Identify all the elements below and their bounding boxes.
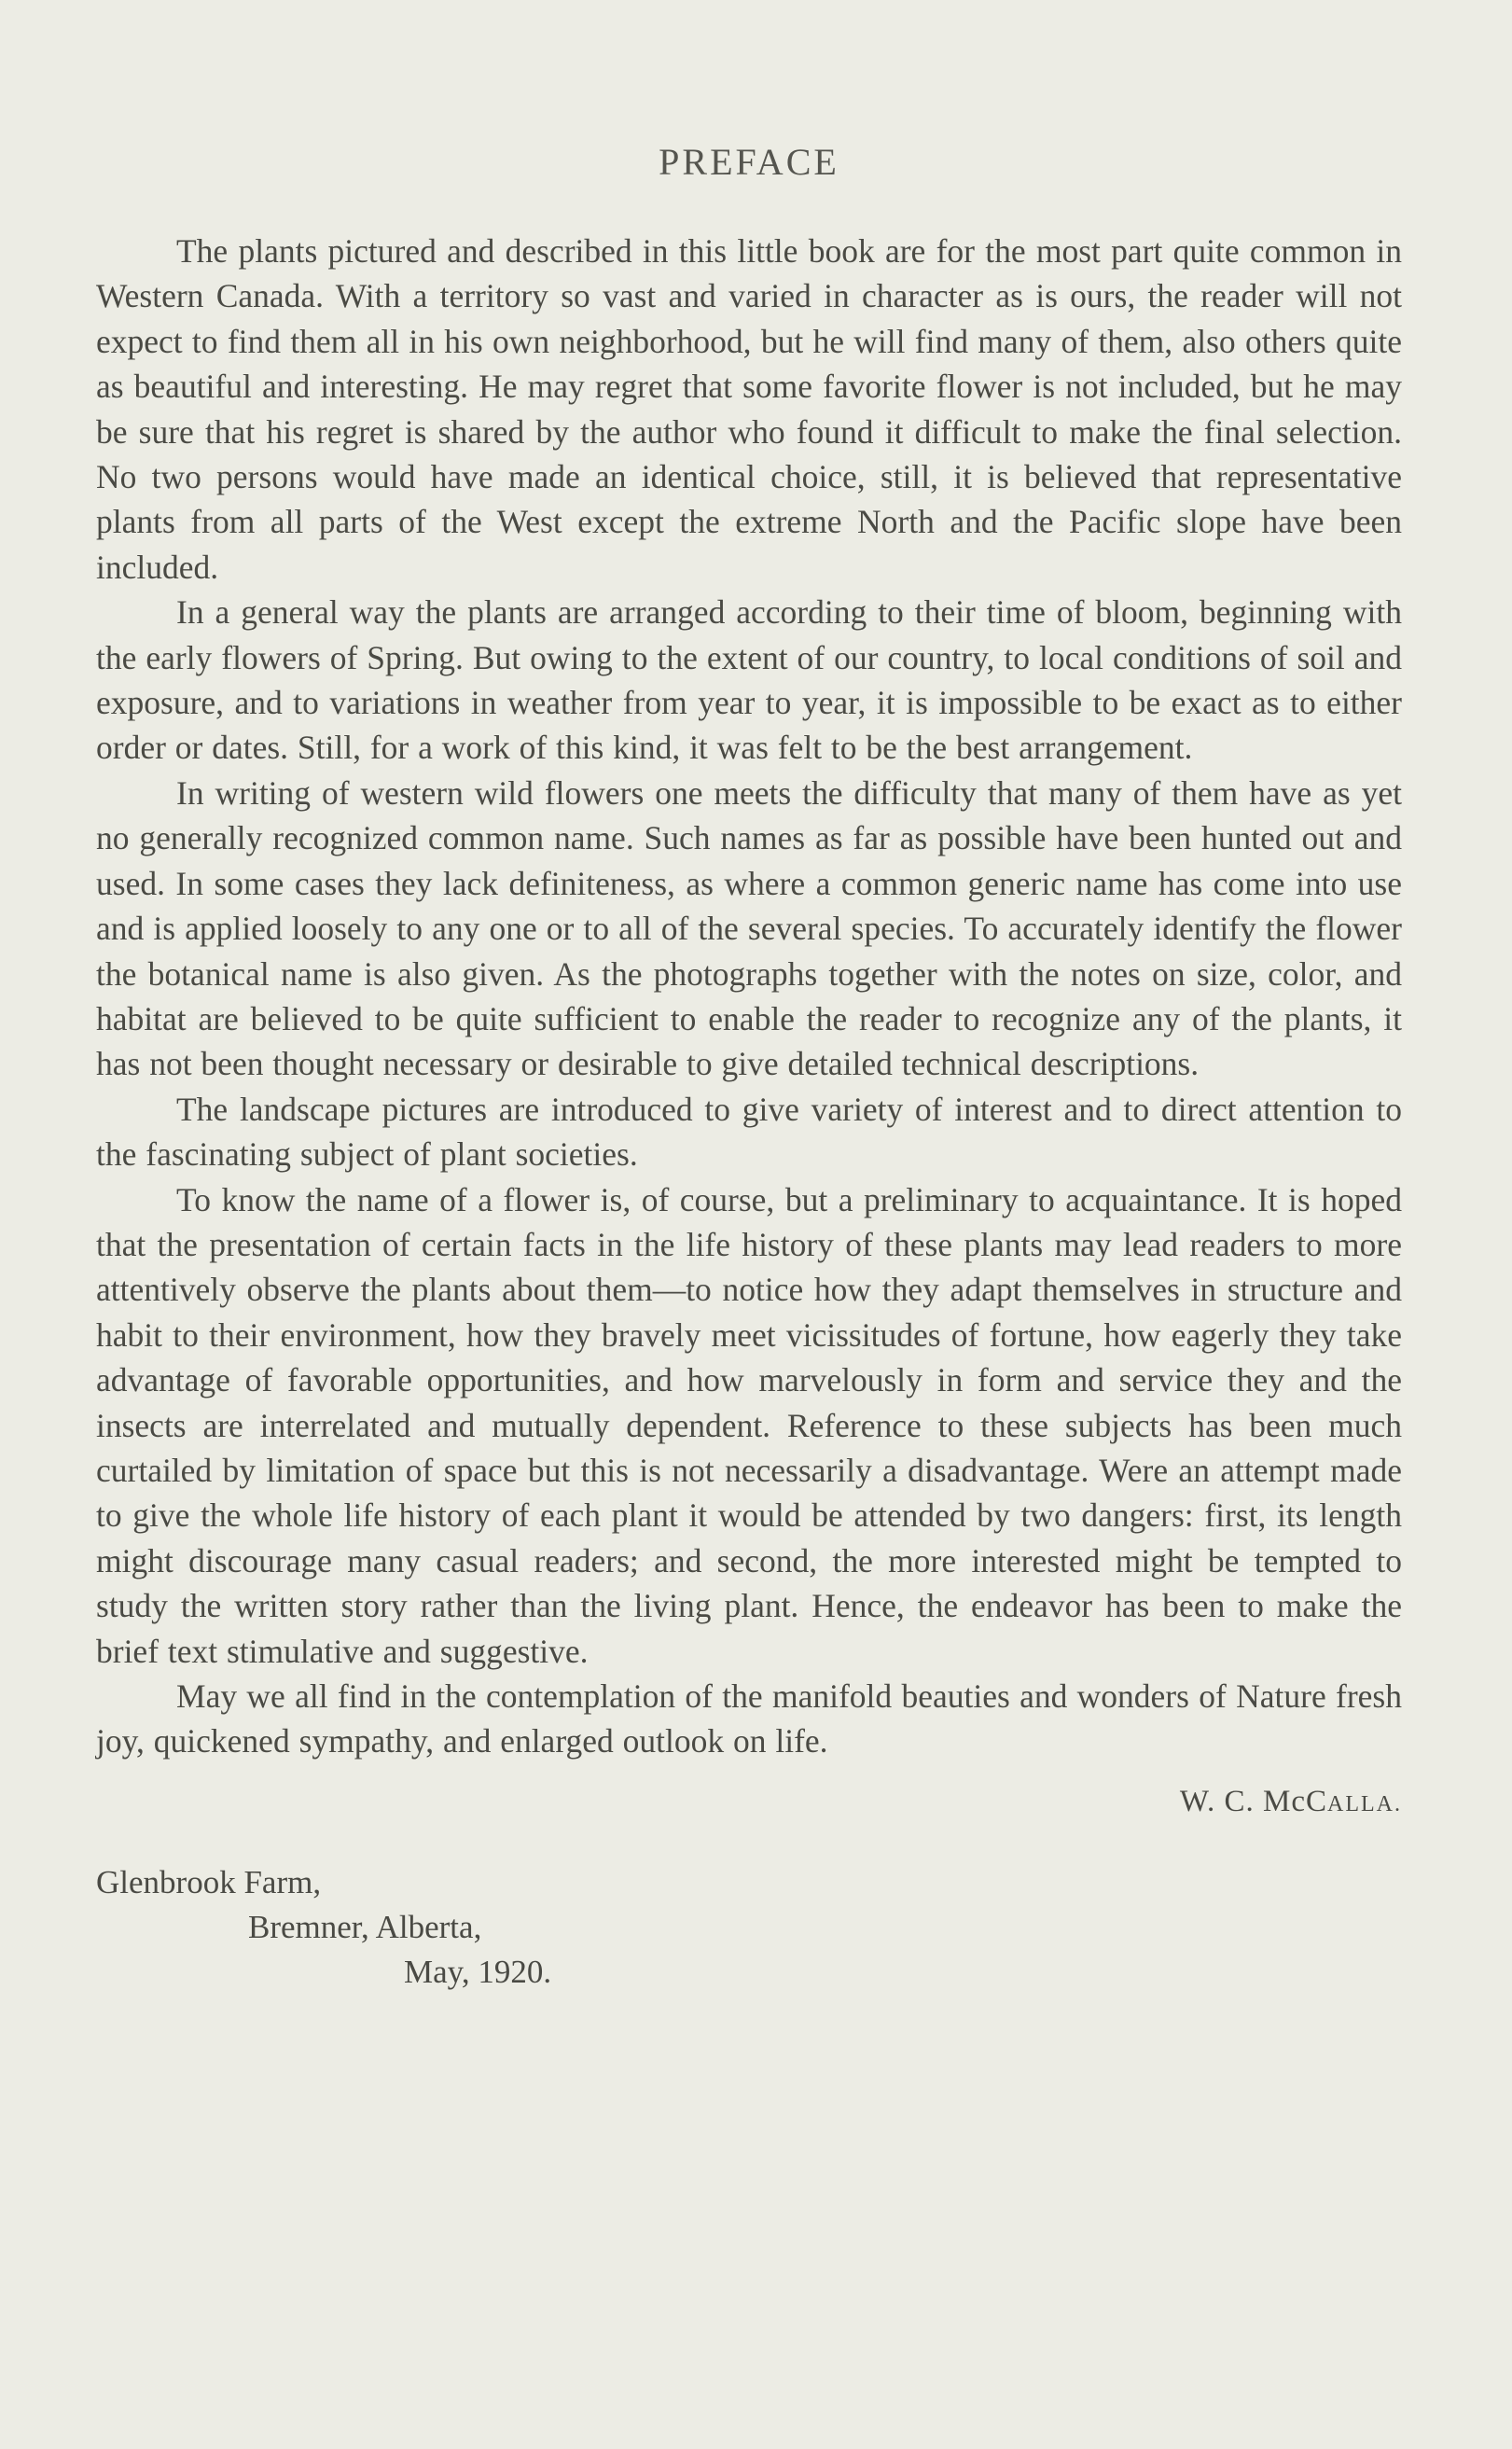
place-farm: Glenbrook Farm, (96, 1863, 322, 1900)
preface-page (96, 140, 1402, 1995)
paragraph-arrangement: In a general way the plants are arranged according to their time of bloom, beginning with the early flowers of Spring. But owing to the extent of our country, to local conditions of soil and exposure, and to variations in weather from year to year, it is impossible to be exact as to either order or dates. Still, for a work of this kind, it was felt to be the best arrangement. (96, 593, 1402, 767)
paragraph-names: In writing of western wild flowers one meets the difficulty that many of them have as yet no generally recognized common name. Such names as far as possible have been hunted out and used. In some cases they lack definiteness, as where a common generic name has come into use and is applied loosely to any one or to all of the several species. To accurately identify the flower the botanical name is also given. As the photographs together with the notes on size, color, and habitat are believed to be quite sufficient to enable the reader to recognize any of the plants, it has not been thought necessary or desirable to give detailed technical descriptions. (96, 773, 1402, 1083)
paragraph-intro: The plants pictured and described in this little book are for the most part quite common in Western Canada. With a territory so vast and varied in character as is ours, the reader will not expect to find them all in his own neighborhood, but he will find many of them, also others quite as beautiful and interesting. He may regret that some favorite flower is not included, but he may be sure that his regret is shared by the author who found it difficult to make the final selection. No two persons would have made an identical choice, still, it is believed that representative plants from all parts of the West except the extreme North and the Pacific slope have been included. (96, 232, 1402, 586)
paragraph-life-history: To know the name of a flower is, of course, but a preliminary to acquaintance. It is hoped that the presentation of certain facts in the life history of these plants may lead readers to more attentively observe the plants about them—to notice how they adapt themselves in structure and habit to their environment, how they bravely meet vicissitudes of fortune, how eagerly they take advantage of favorable opportunities, and how marvelously in form and service they and the insects are interrelated and mutually dependent. Reference to these subjects has been much curtailed by limitation of space but this is not necessarily a disadvantage. Were an attempt made to give the whole life history of each plant it would be attended by two dangers: first, its length might discourage many casual readers; and second, the more interested might be tempted to study the written story rather than the living plant. Hence, the endeavor has been to make the brief text stimulative and suggestive. (96, 1180, 1402, 1670)
page-title: PREFACE (659, 141, 839, 183)
signature-surname-cap: C (1306, 1784, 1328, 1818)
signature-surname-rest: ALLA. (1327, 1791, 1402, 1816)
place-and-date (96, 1860, 1402, 1995)
signature-initials: W. C. Mc (1179, 1784, 1306, 1818)
paragraph-closing: May we all find in the contemplation of the manifold beauties and wonders of Nature fresh joy, quickened sympathy, and enlarged outlook on life. (96, 1677, 1402, 1760)
author-signature (96, 1785, 1402, 1819)
place-town: Bremner, Alberta, (248, 1908, 482, 1945)
place-date: May, 1920. (404, 1953, 552, 1990)
paragraph-landscape: The landscape pictures are introduced to give variety of interest and to direct attention to the fascinating subject of plant societies. (96, 1090, 1402, 1174)
